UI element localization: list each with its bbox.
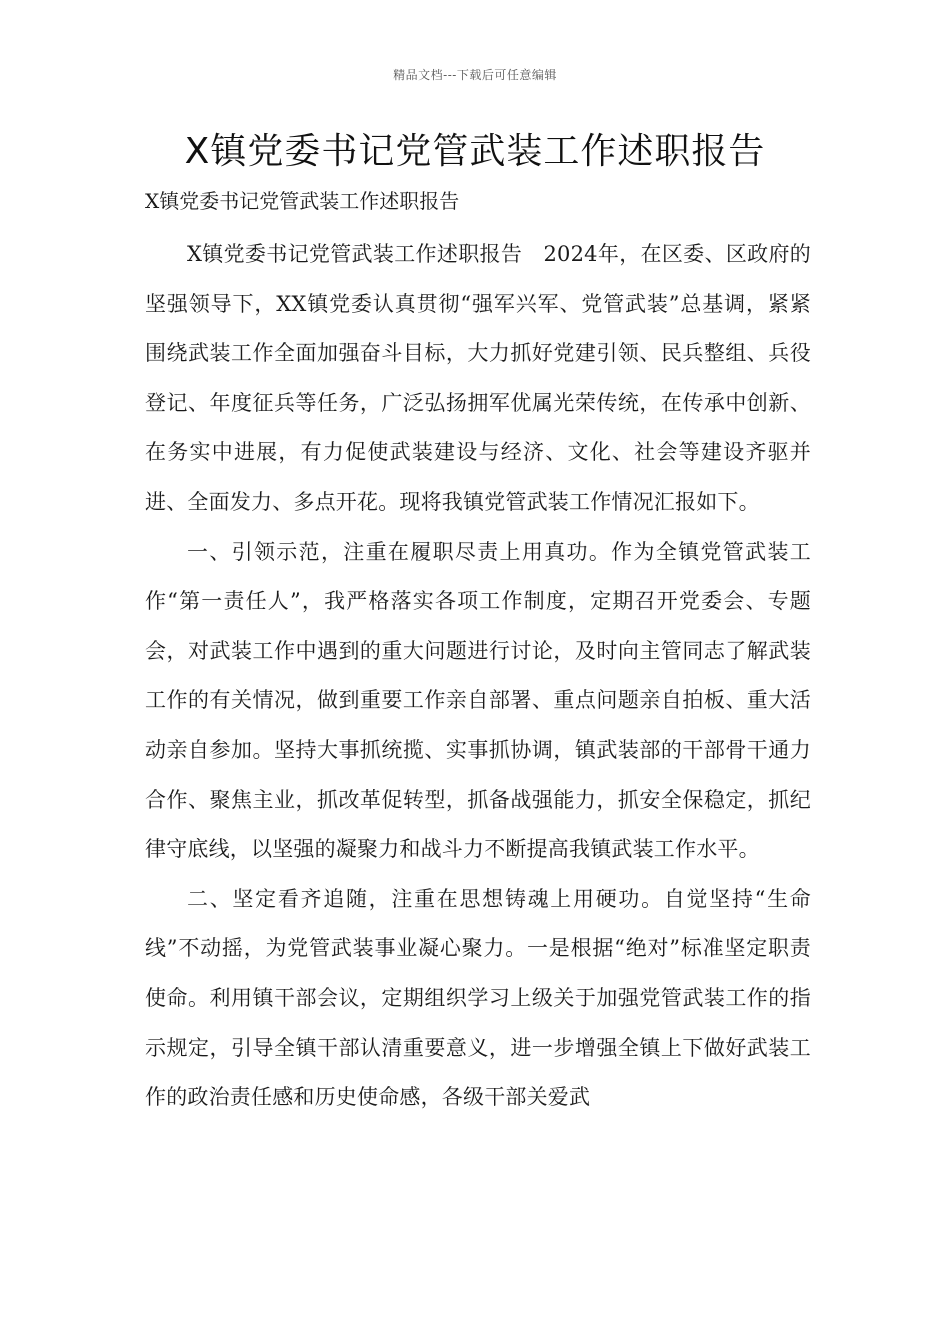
document-title: X镇党委书记党管武装工作述职报告 [184,131,766,172]
paragraph-section-one: 一、引领示范，注重在履职尽责上用真功。作为全镇党管武装工作“第一责任人”，我严格落实各项工作制度，定期召开党委会、专题会，对武装工作中遇到的重大问题进行讨论，及时向主管同志了解武装工作的有关情况，做到重要工作亲自部署、重点问题亲自拍板、重大活动亲自参加。坚持大事抓统揽、实事抓协调，镇武装部的干部骨干通力合作、聚焦主业，抓改革促转型，抓备战强能力，抓安全保稳定，抓纪律守底线，以坚强的凝聚力和战斗力不断提高我镇武装工作水平。 [145,539,811,862]
document-body [145,230,811,1123]
paragraph-section-two: 二、坚定看齐追随，注重在思想铸魂上用硬功。自觉坚持“生命线”不动摇，为党管武装事业凝心聚力。一是根据“绝对”标准坚定职责使命。利用镇干部会议，定期组织学习上级关于加强党管武装工作的指示规定，引导全镇干部认清重要意义，进一步增强全镇上下做好武装工作的政治责任感和历史使命感，各级干部关爱武 [145,886,811,1110]
header-note: 精品文档---下载后可任意编辑 [393,68,557,82]
document-subtitle: X镇党委书记党管武装工作述职报告 [145,189,460,213]
paragraph-intro: X镇党委书记党管武装工作述职报告 2024年，在区委、区政府的坚强领导下，XX镇党委认真贯彻“强军兴军、党管武装”总基调，紧紧围绕武装工作全面加强奋斗目标，大力抓好党建引领、民兵整组、兵役登记、年度征兵等任务，广泛弘扬拥军优属光荣传统，在传承中创新、在务实中进展，有力促使武装建设与经济、文化、社会等建设齐驱并进、全面发力、多点开花。现将我镇党管武装工作情况汇报如下。 [145,242,811,514]
